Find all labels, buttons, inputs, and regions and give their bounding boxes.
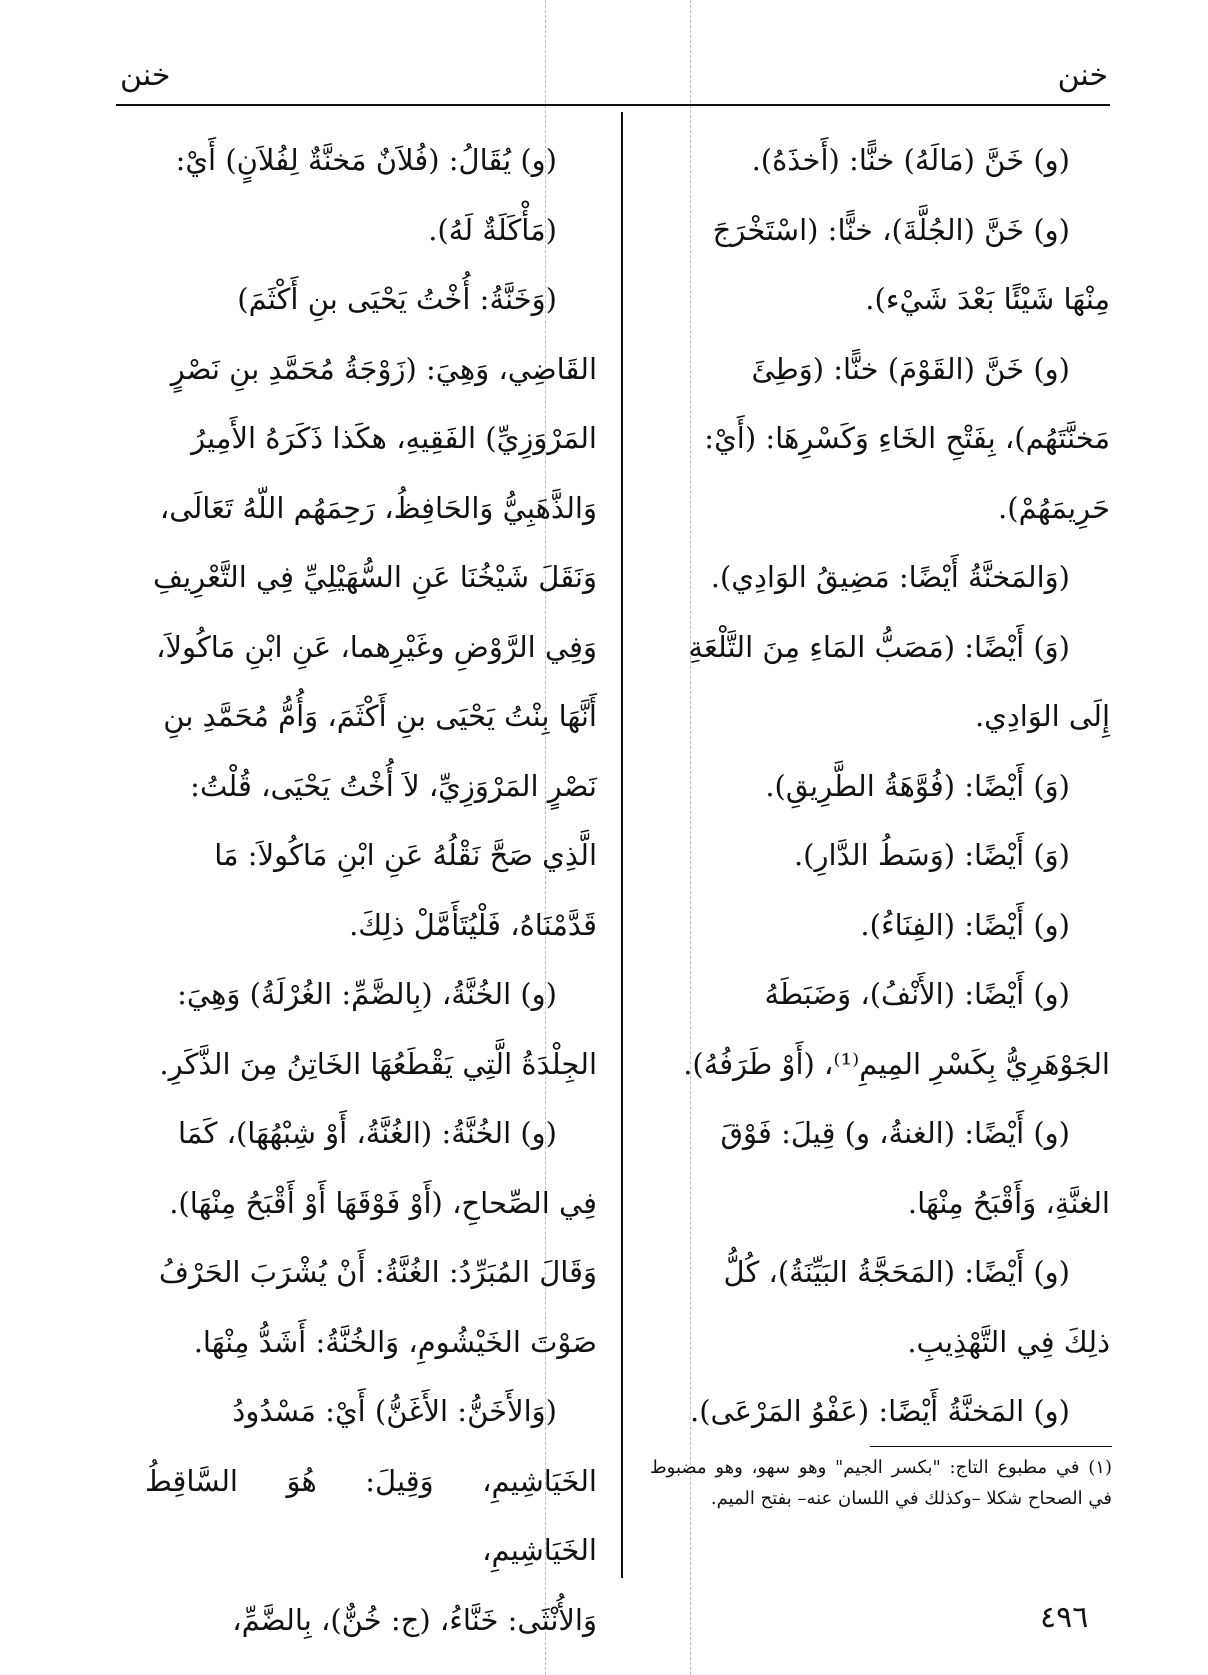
- text-line: مِنْهَا شَيْئًا بَعْدَ شَيْء).: [865, 282, 1110, 316]
- text-line: (وَخَنَّةُ: أُخْتُ يَحْيَى بنِ أَكْثَمَ): [237, 282, 557, 316]
- text-line: إِلَى الوَادِي.: [974, 699, 1110, 733]
- right-column: [650, 126, 1110, 1447]
- text-line: (وَالأَخَنُّ: الأَغَنُّ) أَيْ: مَسْدُودُ: [232, 1394, 557, 1428]
- header-right-word: خنن: [1057, 58, 1108, 93]
- text-line: وَالأُنْثَى: خَنَّاءُ، (ج: خُنٌّ)، بِالضَّمِّ،: [232, 1602, 597, 1637]
- text-line: (و) أَيْضًا: (الفِنَاءُ).: [860, 907, 1070, 942]
- text-line: نَصْرٍ المَرْوَزِيِّ، لاَ أُخْتُ يَحْيَى، قُلْتُ:: [190, 768, 597, 803]
- text-line: حَرِيمَهُمْ).: [998, 490, 1110, 525]
- text-line: ذلِكَ فِي التَّهْذِيبِ.: [907, 1324, 1110, 1359]
- text-line: (و) يُقَالُ: (فُلاَنٌ مَخنَّةٌ لِفُلاَنٍ) أَيْ:: [175, 143, 557, 177]
- text-line: (و) الخُنَّةُ: (الغُنَّةُ، أَوْ شِبْهُهَا)، كَمَا: [177, 1116, 557, 1150]
- header-rule: [116, 104, 1110, 106]
- footnote: (١) في مطبوع التاج: "بكسر الجيم" وهو سهو، وهو مضبوط في الصحاح شكلا –وكذلك في اللسان عنه– بفتح الميم.: [650, 1457, 1112, 1509]
- text-line: الخَيَاشِيمِ، وَقِيلَ: هُوَ السَّاقِطُ الخَيَاشِيمِ،: [145, 1463, 597, 1567]
- text-line: فِي الصِّحاحِ، (أَوْ فَوْقَهَا أَوْ أَقْبَحُ مِنْهَا).: [169, 1185, 597, 1220]
- text-line: المَرْوَزِيِّ) الفَقِيهِ، هكَذا ذَكَرَهُ الأَمِيرُ: [191, 421, 597, 455]
- text-line: (و) المَخنَّةُ أَيْضًا: (عَفْوُ المَرْعَى).: [689, 1394, 1070, 1428]
- text-line: وَقَالَ المُبَرِّدُ: الغُنَّةُ: أَنْ يُشْرَبَ الحَرْفُ: [158, 1255, 597, 1289]
- page-number: ٤٩٦: [1040, 1600, 1089, 1635]
- text-line: (وَ) أَيْضًا: (وَسَطُ الدَّارِ).: [793, 838, 1070, 872]
- text-line: (وَ) أَيْضًا: (مَصَبُّ المَاءِ مِنَ التَّلْعَةِ: [688, 629, 1070, 664]
- text-line: الغنَّةِ، وَأَقْبَحُ مِنْهَا.: [907, 1185, 1110, 1220]
- text-line: وَنَقَلَ شَيْخُنَا عَنِ السُّهَيْلِيِّ فِي التَّعْرِيفِ: [153, 560, 597, 594]
- text-line: (و) أَيْضًا: (الغنةُ، و) قِيلَ: فَوْقَ: [720, 1116, 1070, 1150]
- text-line: الَّذِي صَحَّ نَقْلُهُ عَنِ ابْنِ مَاكُولاَ: مَا: [214, 838, 597, 872]
- text-line: (و) خَنَّ (القَوْمَ) خنًّا: (وَطِئَ: [751, 351, 1070, 386]
- text-line: (وَالمَخنَّةُ أَيْضًا: مَضِيقُ الوَادِي).: [710, 560, 1070, 594]
- text-line: (وَ) أَيْضًا: (فُوَّهَةُ الطَّرِيقِ).: [765, 768, 1070, 803]
- text-line: (و) أَيْضًا: (الأَنْفُ)، وَضَبَطَهُ: [764, 977, 1070, 1011]
- text-line: وَفِي الرَّوْضِ وغَيْرِهما، عَنِ ابْنِ مَاكُولاَ،: [156, 629, 597, 664]
- text-line: القَاضِي، وَهِيَ: (زَوْجَةُ مُحَمَّدِ بنِ نَصْرٍ: [170, 351, 597, 386]
- text-line: قَدَّمْنَاهُ، فَلْيُتَأَمَّلْ ذلِكَ.: [349, 907, 597, 942]
- text-line: أَنَّهَا بِنْتُ يَحْيَى بنِ أَكْثَمَ، وَأُمُّ مُحَمَّدِ بنِ: [163, 699, 597, 733]
- text-line: وَالذَّهَبِيُّ وَالحَافِظُ، رَحِمَهُم اللّهُ تَعَالَى،: [159, 490, 597, 525]
- text-line: (و) خَنَّ (مَالَهُ) خنًّا: (أَخذَهُ).: [751, 143, 1070, 177]
- text-line: الجَوْهَرِيُّ بِكَسْرِ المِيمِ⁽¹⁾، (أَوْ طَرَفُهُ).: [683, 1046, 1110, 1081]
- column-divider: [621, 112, 623, 1578]
- header-left-word: خنن: [120, 58, 171, 93]
- text-line: (و) أَيْضًا: (المَحَجَّةُ البَيِّنَةُ)، كُلُّ: [723, 1255, 1070, 1289]
- text-line: الجِلْدَةُ الَّتِي يَقْطَعُهَا الخَاتِنُ مِنَ الذَّكَرِ.: [159, 1046, 597, 1081]
- text-line: مَخنَّتَهُم)، بِفَتْحِ الخَاءِ وَكَسْرِهَا: (أَيْ:: [704, 421, 1110, 455]
- text-line: (و) خَنَّ (الجُلَّةَ)، خنًّا: (اسْتَخْرَجَ: [712, 212, 1070, 247]
- text-line: (و) الخُنَّةُ، (بِالضَّمِّ: الغُرْلَةُ) وَهِيَ:: [177, 977, 557, 1011]
- footnote-rule: [870, 1446, 1112, 1447]
- text-line: صَوْتَ الخَيْشُومِ، وَالخُنَّةُ: أَشَدُّ مِنْهَا.: [193, 1324, 597, 1359]
- left-column: [145, 126, 597, 1655]
- text-line: (مَأْكَلَةٌ لَهُ).: [428, 212, 557, 247]
